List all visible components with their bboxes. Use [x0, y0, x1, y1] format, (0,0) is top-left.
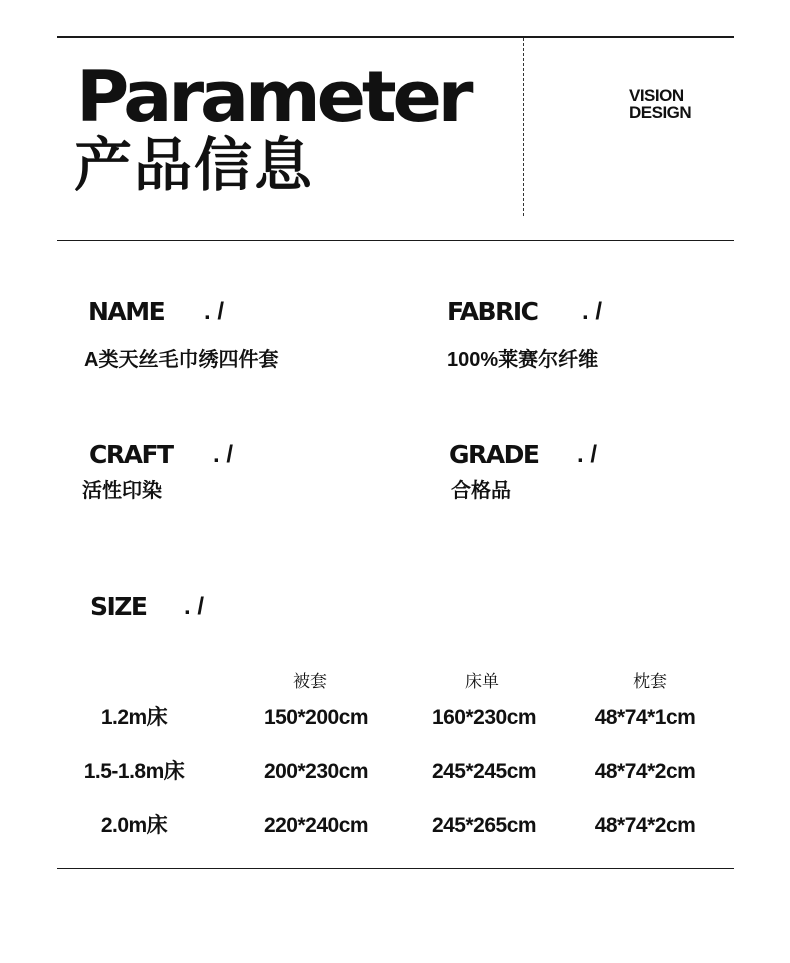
size-cell: 160*230cm	[431, 706, 537, 729]
header-divider	[523, 38, 524, 216]
craft-label: CRAFT	[89, 440, 173, 469]
grade-value: 合格品	[451, 480, 511, 502]
size-header-sheet: 床单	[465, 672, 499, 691]
name-label: NAME	[88, 297, 165, 326]
size-header-duvet: 被套	[293, 672, 327, 691]
brand-line-2: DESIGN	[629, 103, 692, 122]
fabric-value: 100%莱赛尔纤维	[447, 349, 599, 371]
bottom-rule	[57, 868, 734, 869]
size-cell: 48*74*2cm	[594, 760, 696, 783]
size-header-pillowcase: 枕套	[633, 672, 667, 691]
size-cell: 200*230cm	[263, 760, 369, 783]
size-separator: . /	[184, 593, 205, 620]
size-row-bed: 1.2m床	[100, 706, 168, 729]
size-cell: 48*74*2cm	[594, 814, 696, 837]
size-label: SIZE	[90, 592, 147, 621]
craft-separator: . /	[213, 441, 234, 468]
top-rule	[57, 36, 734, 38]
name-separator: . /	[204, 298, 225, 325]
craft-value: 活性印染	[82, 480, 162, 502]
size-row-bed: 1.5-1.8m床	[83, 760, 185, 783]
grade-label: GRADE	[449, 440, 539, 469]
size-cell: 245*245cm	[431, 760, 537, 783]
size-cell: 245*265cm	[431, 814, 537, 837]
page-title: Parameter	[76, 56, 470, 138]
fabric-separator: . /	[582, 298, 603, 325]
fabric-label: FABRIC	[447, 297, 538, 326]
brand-mark	[629, 87, 691, 121]
grade-separator: . /	[577, 441, 598, 468]
size-row-bed: 2.0m床	[100, 814, 168, 837]
size-cell: 220*240cm	[263, 814, 369, 837]
page-title-chinese: 产品信息	[74, 131, 315, 199]
name-value: A类天丝毛巾绣四件套	[84, 349, 279, 371]
header-bottom-rule	[57, 240, 734, 241]
size-cell: 150*200cm	[263, 706, 369, 729]
size-cell: 48*74*1cm	[594, 706, 696, 729]
brand-line-1: VISION	[629, 86, 684, 105]
